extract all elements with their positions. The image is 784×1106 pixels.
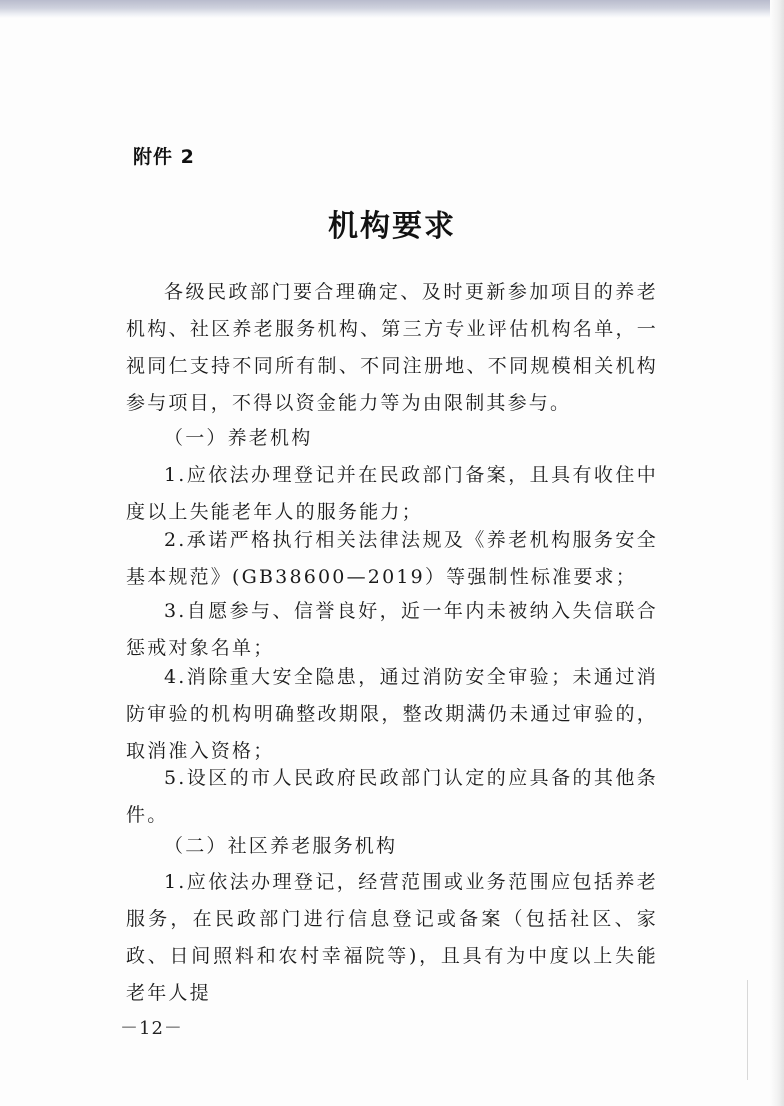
document-title: 机构要求 [328,209,456,244]
requirement-item: 5.设区的市人民政府民政部门认定的应具备的其他条件。 [126,767,658,826]
requirement-item: 3.自愿参与、信誉良好，近一年内未被纳入失信联合惩戒对象名单； [126,600,658,659]
page-number: －12－ [120,1018,183,1039]
requirement-item: 1.应依法办理登记并在民政部门备案，且具有收住中度以上失能老年人的服务能力； [126,464,658,523]
attachment-label: 附件 2 [133,146,195,168]
intro-paragraph: 各级民政部门要合理确定、及时更新参加项目的养老机构、社区养老服务机构、第三方专业评估机构名单，一视同仁支持不同所有制、不同注册地、不同规模相关机构参与项目，不得以资金能力等为由限制其参与。 [126,281,658,414]
scan-right-edge [770,0,784,1106]
section-heading-elderly-institutions: （一）养老机构 [164,427,313,449]
scan-top-edge [0,0,784,18]
requirement-item: 1.应依法办理登记，经营范围或业务范围应包括养老服务，在民政部门进行信息登记或备案（包括社区、家政、日间照料和农村幸福院等)，且具有为中度以上失能老年人提 [126,871,658,1004]
requirement-item: 4.消除重大安全隐患，通过消防安全审验；未通过消防审验的机构明确整改期限，整改期满仍未通过审验的，取消准入资格； [126,666,658,762]
section-heading-community-services: （二）社区养老服务机构 [164,835,398,857]
scan-binding-line [747,980,748,1080]
requirement-item: 2.承诺严格执行相关法律法规及《养老机构服务安全基本规范》(GB38600—2019）等强制性标准要求； [126,529,658,588]
